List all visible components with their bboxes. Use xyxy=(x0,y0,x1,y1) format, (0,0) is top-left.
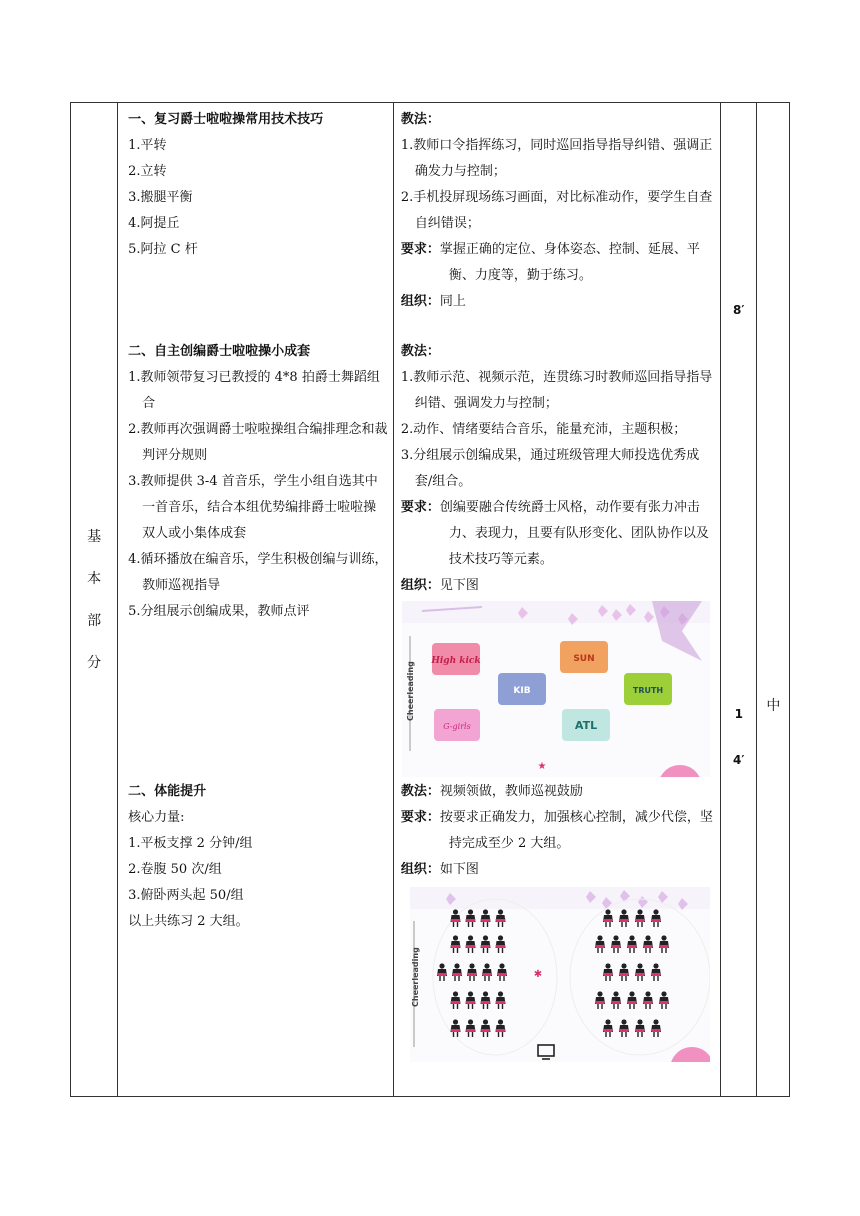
person-icon xyxy=(465,909,475,927)
team-name: TRUTH xyxy=(632,686,664,695)
content-item: 3.搬腿平衡 xyxy=(128,190,193,205)
person-icon xyxy=(465,991,475,1009)
monitor-icon xyxy=(538,1045,554,1059)
section-label-char: 基 xyxy=(87,528,102,545)
person-icon xyxy=(627,991,637,1009)
team-formation-diagram xyxy=(402,601,710,777)
requirement-text: 按要求正确发力，加强核心控制，减少代偿，坚持完成至少 2 大组。 xyxy=(439,810,713,851)
requirement-label: 要求： xyxy=(400,810,440,825)
time-value: 4′ xyxy=(733,753,745,767)
person-icon xyxy=(450,909,460,927)
person-icon xyxy=(611,991,621,1009)
team-formation-image xyxy=(402,601,710,777)
practice-formation-diagram xyxy=(410,887,710,1062)
content-item: 2.教师再次强调爵士啦啦操组合编排理念和裁判评分规则 xyxy=(128,422,388,463)
content-item: 5.阿拉 C 杆 xyxy=(128,242,198,257)
content-part1-title: 一、复习爵士啦啦操常用技术技巧 xyxy=(128,112,324,127)
person-icon xyxy=(450,935,460,953)
person-icon xyxy=(595,991,605,1009)
team-card-sun xyxy=(560,641,608,673)
lesson-plan-table xyxy=(70,102,790,1097)
content-part2 xyxy=(128,339,388,625)
star-icon: ✱ xyxy=(533,969,543,980)
content-part3-footer: 以上共练习 2 大组。 xyxy=(128,914,249,929)
person-icon xyxy=(603,963,613,981)
person-icon xyxy=(659,935,669,953)
method-text: 视频领做，教师巡视鼓励 xyxy=(439,784,583,799)
practice-formation-image xyxy=(410,887,710,1062)
content-item: 2.卷腹 50 次/组 xyxy=(128,862,222,877)
organization-line xyxy=(401,289,715,315)
content-item: 4.循环播放在编音乐，学生积极创编与训练，教师巡视指导 xyxy=(128,552,388,593)
method-label: 教法： xyxy=(400,344,440,359)
method-cell xyxy=(393,103,720,1097)
person-icon xyxy=(482,963,492,981)
organization-text: 如下图 xyxy=(439,862,479,877)
person-icon xyxy=(495,1019,505,1037)
person-icon xyxy=(627,935,637,953)
team-card-atl xyxy=(562,709,610,741)
method-part3 xyxy=(401,779,715,883)
content-cell xyxy=(118,103,394,1097)
content-part2-title: 二、自主创编爵士啦啦操小成套 xyxy=(128,344,311,359)
content-item: 1.平板支撑 2 分钟/组 xyxy=(128,836,253,851)
level-cell xyxy=(756,103,789,1097)
corner-circle-decoration xyxy=(658,765,702,777)
organization-line xyxy=(401,573,715,599)
star-icon: ★ xyxy=(537,761,547,772)
content-item: 1.教师领带复习已教授的 4*8 拍爵士舞蹈组合 xyxy=(128,370,380,411)
team-name: SUN xyxy=(573,654,595,664)
content-item: 4.阿提丘 xyxy=(128,216,180,231)
person-icon xyxy=(495,991,505,1009)
method-item: 1.教师口令指挥练习，同时巡回指导指导纠错、强调正确发力与控制； xyxy=(400,138,713,179)
method-item: 3.分组展示创编成果，通过班级管理大师投选优秀成套/组合。 xyxy=(400,448,700,489)
person-icon xyxy=(495,935,505,953)
team-card-g-girls xyxy=(434,709,480,741)
team-card-high-kick xyxy=(430,643,480,675)
requirement-line xyxy=(401,805,715,857)
content-item: 3.俯卧两头起 50/组 xyxy=(128,888,244,903)
person-icon xyxy=(643,935,653,953)
person-icon xyxy=(635,963,645,981)
organization-text: 见下图 xyxy=(439,578,479,593)
person-icon xyxy=(603,1019,613,1037)
content-part1 xyxy=(128,107,390,263)
organization-label: 组织： xyxy=(400,294,440,309)
person-icon xyxy=(437,963,447,981)
person-icon xyxy=(450,1019,460,1037)
method-item: 2.动作、情绪要结合音乐，能量充沛，主题积极； xyxy=(400,422,687,437)
content-item: 1.平转 xyxy=(128,138,167,153)
content-item: 2.立转 xyxy=(128,164,167,179)
team-name: KIB xyxy=(513,686,531,696)
person-icon xyxy=(465,1019,475,1037)
team-card-truth xyxy=(624,673,672,705)
person-icon xyxy=(465,935,475,953)
side-brand-text: Cheerleading xyxy=(410,947,420,1007)
person-icon xyxy=(603,909,613,927)
person-icon xyxy=(651,963,661,981)
team-card-kib xyxy=(498,673,546,705)
person-icon xyxy=(659,991,669,1009)
organization-line xyxy=(401,857,715,883)
organization-text: 同上 xyxy=(439,294,466,309)
time-value: 1 xyxy=(734,707,743,721)
requirement-label: 要求： xyxy=(400,500,440,515)
tree-decoration-icon xyxy=(652,601,702,661)
person-icon xyxy=(619,963,629,981)
content-item: 3.教师提供 3-4 首音乐，学生小组自选其中一首音乐，结合本组优势编排爵士啦啦操双人或小集体成套 xyxy=(128,474,378,541)
person-icon xyxy=(635,909,645,927)
method-part2 xyxy=(401,339,715,599)
person-icon xyxy=(480,1019,490,1037)
person-icon xyxy=(651,909,661,927)
section-label-char: 部 xyxy=(87,612,102,629)
person-icon xyxy=(497,963,507,981)
intensity-level: 中 xyxy=(766,698,781,714)
person-icon xyxy=(450,991,460,1009)
content-part3-subtitle: 核心力量: xyxy=(128,810,185,825)
corner-circle-decoration xyxy=(670,1047,710,1062)
method-line xyxy=(401,779,715,805)
time-cell xyxy=(720,103,756,1097)
section-label-cell xyxy=(71,103,118,1097)
person-icon xyxy=(635,1019,645,1037)
requirement-label: 要求： xyxy=(400,242,440,257)
requirement-text: 创编要融合传统爵士风格，动作要有张力冲击力、表现力，且要有队形变化、团队协作以及技术技巧等元素。 xyxy=(439,500,709,567)
person-icon xyxy=(467,963,477,981)
team-name: High kick xyxy=(431,656,481,666)
side-brand-text: Cheerleading xyxy=(405,661,415,721)
content-part3 xyxy=(128,779,388,935)
section-label-char: 分 xyxy=(87,654,102,671)
team-name: ATL xyxy=(574,719,597,732)
person-icon xyxy=(480,909,490,927)
section-label-char: 本 xyxy=(87,570,102,587)
method-item: 2.手机投屏现场练习画面，对比标准动作，要学生自查自纠错误； xyxy=(400,190,713,231)
method-item: 1.教师示范、视频示范，连贯练习时教师巡回指导指导纠错、强调发力与控制； xyxy=(400,370,713,411)
organization-label: 组织： xyxy=(400,862,440,877)
method-label: 教法： xyxy=(400,112,440,127)
people-group xyxy=(437,909,669,1037)
content-item: 5.分组展示创编成果，教师点评 xyxy=(128,604,310,619)
person-icon xyxy=(595,935,605,953)
person-icon xyxy=(495,909,505,927)
person-icon xyxy=(643,991,653,1009)
team-name: G-girls xyxy=(443,722,471,731)
requirement-line xyxy=(401,237,715,289)
time-value: 8′ xyxy=(733,303,745,317)
person-icon xyxy=(619,909,629,927)
person-icon xyxy=(611,935,621,953)
organization-label: 组织： xyxy=(400,578,440,593)
method-part1 xyxy=(401,107,715,315)
person-icon xyxy=(651,1019,661,1037)
requirement-line xyxy=(401,495,715,573)
person-icon xyxy=(480,991,490,1009)
method-label: 教法： xyxy=(400,784,440,799)
requirement-text: 掌握正确的定位、身体姿态、控制、延展、平衡、力度等，勤于练习。 xyxy=(439,242,700,283)
person-icon xyxy=(619,1019,629,1037)
content-part3-title: 二、体能提升 xyxy=(128,784,207,799)
person-icon xyxy=(452,963,462,981)
person-icon xyxy=(480,935,490,953)
